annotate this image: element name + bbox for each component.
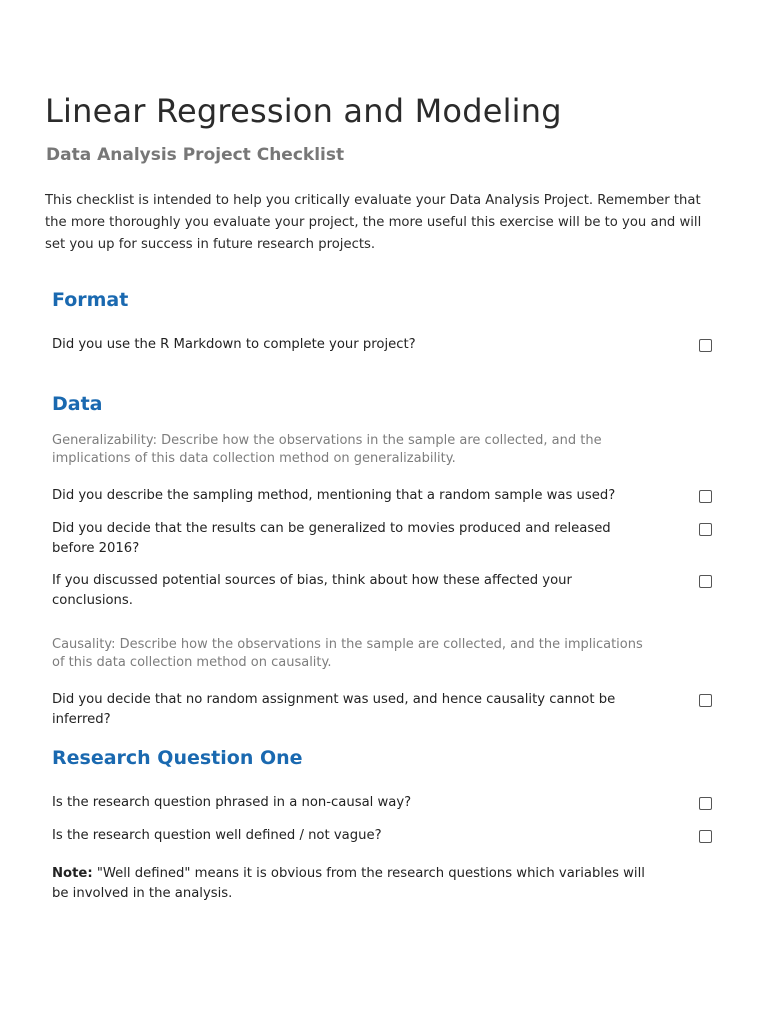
checklist-item-text: Did you decide that no random assignment was used, and hence causality cannot be inferred? bbox=[52, 692, 616, 727]
checklist-item-text: If you discussed potential sources of bias, think about how these affected your conclusions. bbox=[52, 573, 572, 608]
causality-intro: Causality: Describe how the observations in the sample are collected, and the implications of this data collection method on causality. bbox=[52, 637, 643, 670]
checkbox[interactable] bbox=[699, 490, 712, 503]
checklist-item-text: Did you describe the sampling method, mentioning that a random sample was used? bbox=[52, 488, 616, 503]
checklist-item-text: Did you use the R Markdown to complete your project? bbox=[52, 337, 416, 352]
checklist-item-generalized-results bbox=[52, 519, 742, 559]
checklist-item-text: Is the research question well defined / not vague? bbox=[52, 828, 382, 843]
checklist-item-well-defined bbox=[52, 826, 742, 846]
page-subtitle: Data Analysis Project Checklist bbox=[46, 145, 345, 165]
checklist-item-random-assignment bbox=[52, 690, 742, 730]
checklist-item-r-markdown bbox=[52, 335, 742, 355]
section-heading-format: Format bbox=[52, 289, 129, 311]
checklist-item-text: Is the research question phrased in a non-causal way? bbox=[52, 795, 412, 810]
checklist-item-text: Did you decide that the results can be generalized to movies produced and released before 2016? bbox=[52, 521, 611, 556]
checklist-item-non-causal bbox=[52, 793, 742, 813]
section-heading-data: Data bbox=[52, 393, 103, 415]
checkbox[interactable] bbox=[699, 797, 712, 810]
checkbox[interactable] bbox=[699, 830, 712, 843]
checkbox[interactable] bbox=[699, 575, 712, 588]
page-title: Linear Regression and Modeling bbox=[45, 92, 562, 130]
checklist-item-sampling-method bbox=[52, 486, 742, 506]
note-paragraph bbox=[52, 864, 662, 904]
generalizability-intro: Generalizability: Describe how the observations in the sample are collected, and the implications of this data collection method on generalizability. bbox=[52, 433, 602, 466]
intro-paragraph: This checklist is intended to help you critically evaluate your Data Analysis Project. Remember that the more thoroughly you evaluate your project, the more useful this exercise will be to you and will set you up for success in future research projects. bbox=[45, 193, 702, 252]
section-heading-research-question-one: Research Question One bbox=[52, 747, 303, 769]
checkbox[interactable] bbox=[699, 694, 712, 707]
note-label: Note: bbox=[52, 866, 93, 881]
checklist-item-bias-sources bbox=[52, 571, 742, 611]
note-text: "Well defined" means it is obvious from the research questions which variables will be involved in the analysis. bbox=[52, 866, 645, 901]
checkbox[interactable] bbox=[699, 339, 712, 352]
checkbox[interactable] bbox=[699, 523, 712, 536]
